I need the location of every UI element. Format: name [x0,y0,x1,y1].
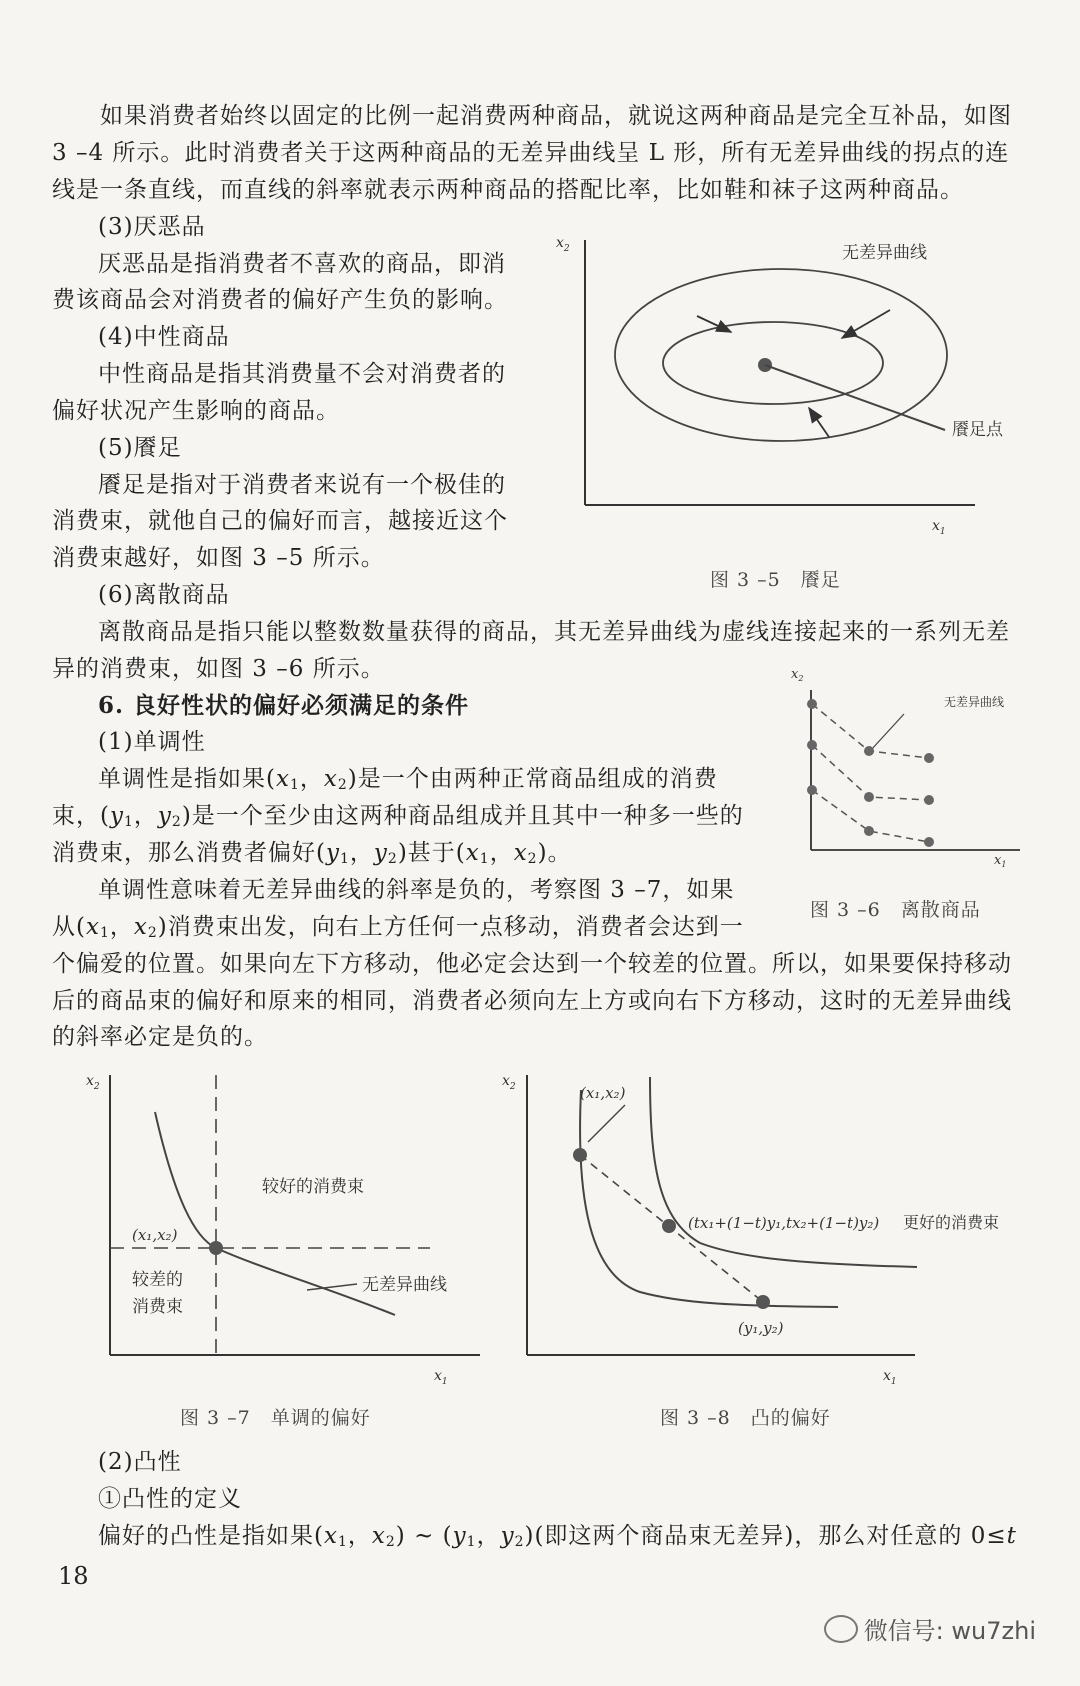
para-discrete-line1: 离散商品是指只能以整数数量获得的商品，其无差异曲线为虚线连接起来的一系列无差 [98,619,1010,645]
fig38-x-label: $x_1$ [883,1368,897,1387]
fig36-bundle [864,826,874,836]
fig37-better-label: 较好的消费束 [262,1177,364,1197]
page-number: 18 [58,1562,89,1590]
fig36-curve-leader [871,714,904,750]
fig38-lower-indifference-curve [580,1090,838,1307]
fig36-bundle [864,746,874,756]
para-mono-line1: 单调性是指如果($x_1$，$x_2$)是一个由两种正常商品组成的消费 [98,766,718,793]
fig38-pointA-leader [588,1105,625,1142]
fig36-bundle [924,753,934,763]
fig38-pointB-label: (y₁,y₂) [738,1319,784,1337]
para-mono-line5: 从($x_1$，$x_2$)消费束出发，向右上方任何一点移动，消费者会达到一 [52,914,744,941]
fig37-curve-label: 无差异曲线 [362,1275,447,1295]
heading-convexity: (2)凸性 [98,1449,182,1475]
heading-monotonicity: (1)单调性 [98,729,206,755]
caption-fig-3-6: 图 3 –6 离散商品 [810,899,981,921]
fig37-worse-label-2: 消费束 [132,1297,183,1317]
para-complement-line1: 如果消费者始终以固定的比例一起消费两种商品，就说这两种商品是完全互补品，如图 [100,103,1012,129]
para-mono-line8: 的斜率必定是负的。 [52,1024,268,1050]
fig38-upper-indifference-curve [650,1077,917,1267]
heading-discrete: (6)离散商品 [98,582,230,608]
caption-fig-3-5: 图 3 –5 餍足 [710,569,841,591]
heading-satiation: (5)餍足 [98,435,182,461]
fig36-bundle [864,792,874,802]
fig37-x-label: $x_1$ [434,1368,448,1387]
fig35-y-label: $x_2$ [556,235,570,254]
para-complement-line2: 3 –4 所示。此时消费者关于这两种商品的无差异曲线呈 L 形，所有无差异曲线的拐点的连 [52,140,1010,166]
fig36-y-label: $x_2$ [791,667,804,683]
figure-3-7 [86,1073,480,1387]
fig36-bundle [807,740,817,750]
para-mono-line2: 束，($y_1$，$y_2$)是一个至少由这两种商品组成并且其中一种多一些的 [52,803,744,830]
watermark: 微信号: wu7zhi [824,1611,1036,1646]
fig37-point-label: (x₁,x₂) [132,1226,178,1244]
para-convexity-line1: 偏好的凸性是指如果($x_1$，$x_2$) ~ ($y_1$，$y_2$)(即这两个商品束无差异)，那么对任意的 0≤t [98,1523,1017,1550]
fig38-better-label: 更好的消费束 [903,1213,1000,1232]
para-neutral-line2: 偏好状况产生影响的商品。 [52,398,340,424]
caption-fig-3-8: 图 3 –8 凸的偏好 [660,1407,831,1429]
para-bads-line2: 费该商品会对消费者的偏好产生负的影响。 [52,287,508,313]
wechat-icon [824,1615,858,1643]
fig38-point-x [573,1148,587,1162]
fig36-bundle [924,837,934,847]
fig36-bundle [924,795,934,805]
fig35-arrow-1 [697,316,731,332]
fig35-point-leader [765,365,945,430]
fig38-point-y [756,1295,770,1309]
fig38-mix-label: (tx₁+(1−t)y₁,tx₂+(1−t)y₂) [688,1214,880,1232]
fig35-curve-label: 无差异曲线 [842,243,927,263]
section-well-behaved: 6. 良好性状的偏好必须满足的条件 [98,692,470,719]
fig36-curve-label: 无差异曲线 [944,695,1005,709]
para-mono-line4: 单调性意味着无差异曲线的斜率是负的，考察图 3 –7，如果 [98,877,735,903]
para-bads-line1: 厌恶品是指消费者不喜欢的商品，即消 [98,251,506,277]
para-satiation-line2: 消费束，就他自己的偏好而言，越接近这个 [52,508,508,534]
heading-neutral: (4)中性商品 [98,324,230,350]
heading-bads: (3)厌恶品 [98,214,206,240]
fig36-x-label: $x_1$ [994,853,1007,869]
fig37-indifference-curve [155,1112,395,1315]
para-complement-line3: 线是一条直线，而直线的斜率就表示两种商品的搭配比率，比如鞋和袜子这两种商品。 [52,177,964,203]
figure-3-8 [502,1073,999,1387]
fig35-arrow-2 [842,310,890,338]
para-neutral-line1: 中性商品是指其消费量不会对消费者的 [98,361,506,387]
para-discrete-line2: 异的消费束，如图 3 –6 所示。 [52,656,385,682]
fig37-y-label: $x_2$ [86,1073,100,1092]
para-mono-line3: 消费束，那么消费者偏好($y_1$，$y_2$)甚于($x_1$，$x_2$)。 [52,840,572,867]
heading-convexity-def: ①凸性的定义 [98,1486,242,1512]
para-mono-line7: 后的商品束的偏好和原来的相同，消费者必须向左上方或向右下方移动，这时的无差异曲线 [52,988,1012,1014]
caption-fig-3-7: 图 3 –7 单调的偏好 [180,1407,371,1429]
para-satiation-line1: 餍足是指对于消费者来说有一个极佳的 [98,472,506,498]
fig38-y-label: $x_2$ [502,1073,516,1092]
para-mono-line6: 个偏爱的位置。如果向左下方移动，他必定会达到一个较差的位置。所以，如果要保持移动 [52,951,1012,977]
fig38-pointA-label: (x₁,x₂) [580,1084,626,1102]
fig36-bundle [807,785,817,795]
fig35-arrow-3 [809,408,829,437]
figure-3-6 [791,667,1020,869]
fig35-point-label: 餍足点 [952,420,1003,440]
fig37-worse-label-1: 较差的 [132,1270,183,1290]
para-satiation-line3: 消费束越好，如图 3 –5 所示。 [52,545,385,571]
figure-3-5 [556,235,1004,537]
fig38-point-mix [662,1219,676,1233]
fig35-x-label: $x_1$ [932,518,946,537]
fig37-bundle-point [209,1241,223,1255]
fig36-bundle [807,699,817,709]
